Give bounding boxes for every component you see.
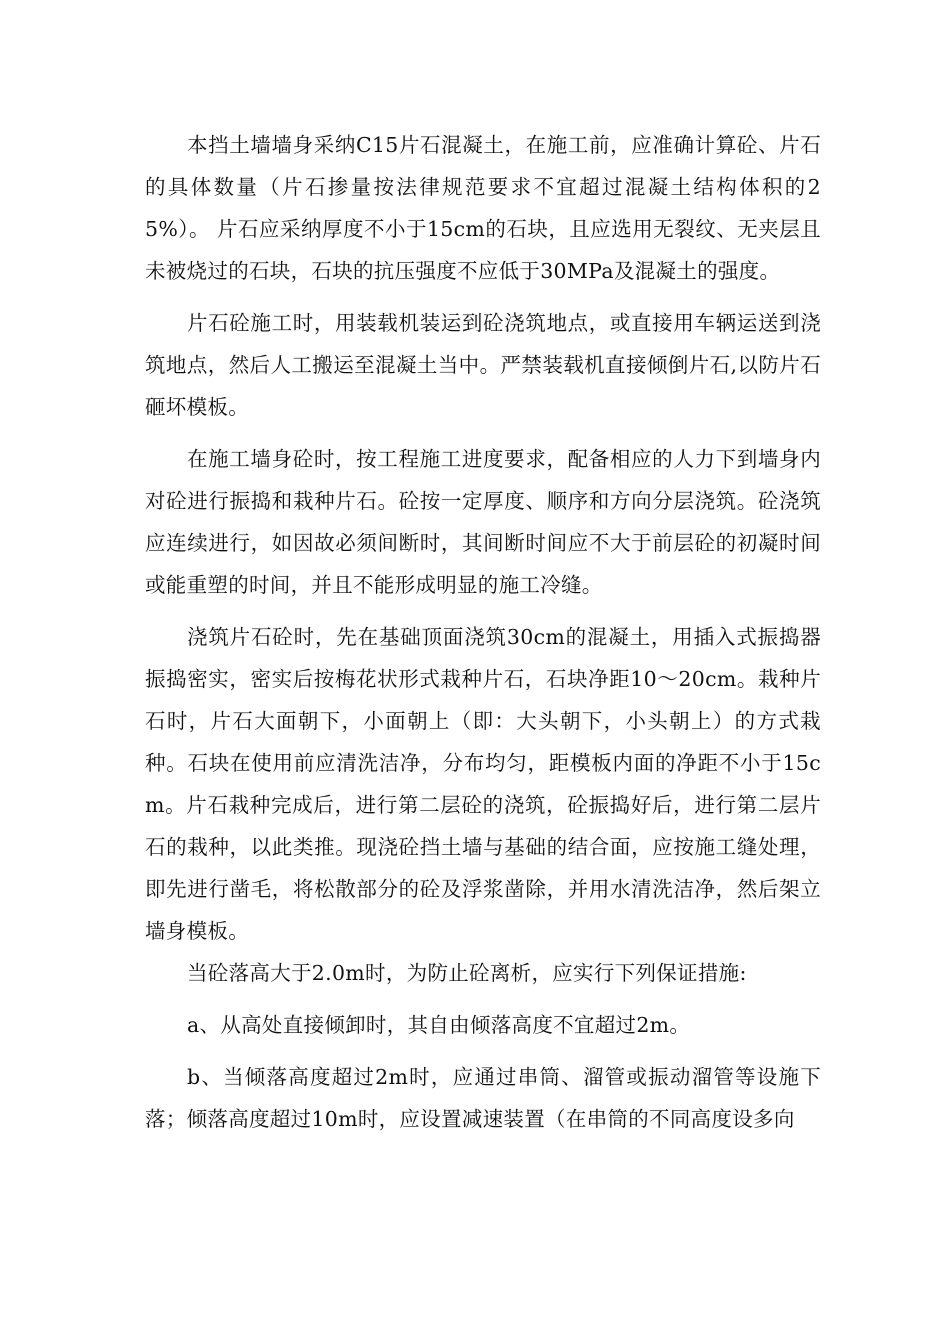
paragraph-measure-b: b、当倾落高度超过2m时，应通过串筒、溜管或振动溜管等设施下落；倾落高度超过10m时，应设置减速装置（在串筒的不同高度设多向 [145, 1065, 821, 1131]
document-page [145, 124, 821, 1140]
paragraph-drop-height-measures: 当砼落高大于2.0m时，为防止砼离析，应实行下列保证措施: [187, 961, 747, 985]
paragraph-wall-material: 本挡土墙墙身采纳C15片石混凝土，在施工前，应准确计算砼、片石的具体数量（片石掺量按法律规范要求不宜超过混凝土结构体积的25%）。 片石应采纳厚度不小于15cm的石块，且应选用无裂纹、无夹层且未被烧过的石块，石块的抗压强度不应低于30MPa及混凝土的强度。 [145, 133, 821, 283]
paragraph-stone-placement: 浇筑片石砼时，先在基础顶面浇筑30cm的混凝土，用插入式振捣器振捣密实，密实后按梅花状形式栽种片石，石块净距10〜20cm。栽种片石时，片石大面朝下，小面朝上（即：大头朝下，小头朝上）的方式栽种。石块在使用前应清洗洁净，分布均匀，距模板内面的净距不小于15cm。片石栽种完成后，进行第二层砼的浇筑，砼振捣好后，进行第二层片石的栽种，以此类推。现浇砼挡土墙与基础的结合面，应按施工缝处理，即先进行凿毛，将松散部分的砼及浮浆凿除，并用水清洗洁净，然后架立墙身模板。 [145, 625, 821, 943]
paragraph-measure-a: a、从高处直接倾卸时，其自由倾落高度不宜超过2m。 [187, 1013, 691, 1037]
paragraph-wall-pouring: 在施工墙身砼时，按工程施工进度要求，配备相应的人力下到墙身内对砼进行振捣和栽种片石。砼按一定厚度、顺序和方向分层浇筑。砼浇筑应连续进行，如因故必须间断时，其间断时间应不大于前层砼的初凝时间或能重塑的时间，并且不能形成明显的施工冷缝。 [145, 447, 821, 597]
paragraph-stone-transport: 片石砼施工时，用装载机装运到砼浇筑地点，或直接用车辆运送到浇筑地点，然后人工搬运至混凝土当中。严禁装载机直接倾倒片石,以防片石砸坏模板。 [145, 311, 821, 419]
